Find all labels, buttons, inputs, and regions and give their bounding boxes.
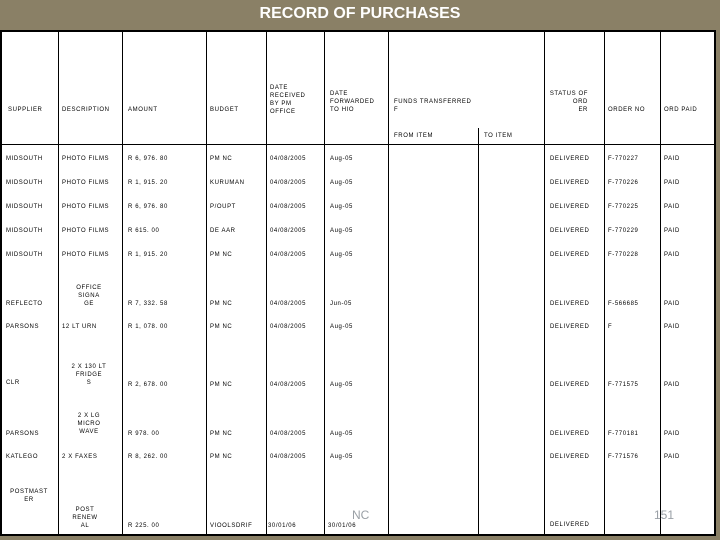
- col-divider: [324, 32, 325, 534]
- watermark-nc: NC: [352, 508, 370, 522]
- col-divider: [266, 32, 267, 534]
- cell-status: DELIVERED: [550, 252, 590, 258]
- cell-amount: R 615. 00: [128, 228, 160, 234]
- cell-order-no: F-770229: [608, 228, 639, 234]
- cell-budget: VIOOLSDRIF: [210, 523, 253, 529]
- cell-date-received: 04/08/2005: [270, 180, 307, 186]
- cell-supplier: MIDSOUTH: [6, 252, 43, 258]
- cell-date-received: 04/08/2005: [270, 252, 307, 258]
- cell-status: DELIVERED: [550, 156, 590, 162]
- cell-date-received: 04/08/2005: [270, 228, 307, 234]
- cell-date-forwarded: Aug-05: [330, 382, 353, 388]
- cell-status: DELIVERED: [550, 431, 590, 437]
- cell-order-no: F-771575: [608, 382, 639, 388]
- cell-status: DELIVERED: [550, 382, 590, 388]
- cell-order-no: F-771576: [608, 454, 639, 460]
- cell-order-no: F-770228: [608, 252, 639, 258]
- col-divider: [660, 32, 661, 534]
- cell-supplier: KATLEGO: [6, 454, 39, 460]
- cell-paid: PAID: [664, 301, 680, 307]
- cell-date-received: 04/08/2005: [270, 431, 307, 437]
- cell-amount: R 6, 976. 80: [128, 156, 168, 162]
- cell-supplier: MIDSOUTH: [6, 156, 43, 162]
- col-divider: [604, 32, 605, 534]
- cell-status: DELIVERED: [550, 324, 590, 330]
- purchases-table: [0, 30, 716, 536]
- cell-date-received: 04/08/2005: [270, 324, 307, 330]
- cell-paid: PAID: [664, 180, 680, 186]
- cell-budget: PM NC: [210, 252, 233, 258]
- page-title: RECORD OF PURCHASES: [259, 5, 461, 22]
- cell-budget: PM NC: [210, 454, 233, 460]
- watermark-page-number: 151: [654, 508, 675, 522]
- cell-amount: R 7, 332. 58: [128, 301, 168, 307]
- col-divider: [58, 32, 59, 534]
- cell-order-no: F-770227: [608, 156, 639, 162]
- cell-supplier: PARSONS: [6, 324, 40, 330]
- header-date-forwarded: DATE FORWARDED TO HIO: [330, 91, 375, 113]
- cell-description: PHOTO FILMS: [62, 204, 110, 210]
- cell-amount: R 2, 678. 00: [128, 382, 168, 388]
- cell-budget: PM NC: [210, 324, 233, 330]
- cell-amount: R 6, 976. 80: [128, 204, 168, 210]
- cell-date-forwarded: Aug-05: [330, 454, 353, 460]
- cell-description: 2 X FAXES: [62, 454, 98, 460]
- cell-description: OFFICE SIGNA GE: [76, 285, 102, 307]
- cell-budget: PM NC: [210, 156, 233, 162]
- header-supplier: SUPPLIER: [8, 107, 43, 113]
- cell-supplier: PARSONS: [6, 431, 40, 437]
- cell-paid: PAID: [664, 228, 680, 234]
- col-divider: [122, 32, 123, 534]
- header-to-item: TO ITEM: [484, 133, 513, 139]
- cell-status: DELIVERED: [550, 454, 590, 460]
- cell-paid: PAID: [664, 431, 680, 437]
- cell-description: 2 X 130 LT FRIDGE S: [71, 364, 107, 386]
- cell-paid: PAID: [664, 156, 680, 162]
- cell-status: DELIVERED: [550, 522, 590, 528]
- header-from-item: FROM ITEM: [394, 133, 434, 139]
- cell-amount: R 225. 00: [128, 523, 160, 529]
- cell-date-forwarded: Aug-05: [330, 204, 353, 210]
- cell-order-no: F-770225: [608, 204, 639, 210]
- col-divider: [478, 128, 479, 534]
- header-funds-transferred: FUNDS TRANSFERRED F: [394, 99, 472, 113]
- cell-status: DELIVERED: [550, 180, 590, 186]
- cell-description: 2 X LG MICRO WAVE: [77, 413, 101, 435]
- cell-supplier: CLR: [6, 380, 20, 386]
- cell-amount: R 8, 262. 00: [128, 454, 168, 460]
- cell-paid: PAID: [664, 204, 680, 210]
- cell-status: DELIVERED: [550, 204, 590, 210]
- cell-budget: DE AAR: [210, 228, 236, 234]
- cell-amount: R 1, 915. 20: [128, 180, 168, 186]
- cell-date-received: 04/08/2005: [270, 156, 307, 162]
- cell-date-forwarded: Aug-05: [330, 180, 353, 186]
- col-divider: [206, 32, 207, 534]
- cell-date-forwarded: Aug-05: [330, 156, 353, 162]
- cell-status: DELIVERED: [550, 228, 590, 234]
- cell-paid: PAID: [664, 252, 680, 258]
- cell-supplier: MIDSOUTH: [6, 180, 43, 186]
- cell-supplier: MIDSOUTH: [6, 204, 43, 210]
- header-divider: [2, 144, 714, 145]
- cell-description: PHOTO FILMS: [62, 156, 110, 162]
- cell-description: PHOTO FILMS: [62, 180, 110, 186]
- cell-amount: R 978. 00: [128, 431, 160, 437]
- cell-budget: P/OUPT: [210, 204, 236, 210]
- cell-date-received: 04/08/2005: [270, 204, 307, 210]
- header-description: DESCRIPTION: [62, 107, 110, 113]
- cell-budget: PM NC: [210, 382, 233, 388]
- cell-order-no: F-566685: [608, 301, 639, 307]
- cell-supplier: POSTMAST ER: [10, 489, 48, 503]
- cell-status: DELIVERED: [550, 301, 590, 307]
- cell-date-forwarded: Aug-05: [330, 431, 353, 437]
- header-ord-paid: ORD PAID: [664, 107, 698, 113]
- cell-paid: PAID: [664, 382, 680, 388]
- cell-budget: KURUMAN: [210, 180, 245, 186]
- cell-paid: PAID: [664, 324, 680, 330]
- cell-budget: PM NC: [210, 431, 233, 437]
- cell-supplier: MIDSOUTH: [6, 228, 43, 234]
- header-order-no: ORDER NO: [608, 107, 646, 113]
- header-date-received: DATE RECEIVED BY PM OFFICE: [270, 85, 306, 115]
- cell-order-no: F: [608, 324, 613, 330]
- cell-supplier: REFLECTO: [6, 301, 43, 307]
- col-divider: [388, 32, 389, 534]
- cell-order-no: F-770181: [608, 431, 639, 437]
- cell-date-forwarded: Aug-05: [330, 228, 353, 234]
- cell-date-forwarded: Aug-05: [330, 252, 353, 258]
- cell-amount: R 1, 915. 20: [128, 252, 168, 258]
- cell-budget: PM NC: [210, 301, 233, 307]
- cell-date-received: 30/01/06: [268, 523, 297, 529]
- header-status: STATUS OF ORD ER: [549, 91, 588, 113]
- header-amount: AMOUNT: [128, 107, 158, 113]
- cell-date-received: 04/08/2005: [270, 382, 307, 388]
- cell-description: PHOTO FILMS: [62, 228, 110, 234]
- cell-date-received: 04/08/2005: [270, 454, 307, 460]
- cell-date-forwarded: Jun-05: [330, 301, 352, 307]
- cell-description: 12 LT URN: [62, 324, 97, 330]
- header-budget: BUDGET: [210, 107, 239, 113]
- cell-description: POST RENEW AL: [72, 507, 98, 529]
- cell-paid: PAID: [664, 454, 680, 460]
- cell-date-received: 04/08/2005: [270, 301, 307, 307]
- cell-order-no: F-770226: [608, 180, 639, 186]
- cell-description: PHOTO FILMS: [62, 252, 110, 258]
- cell-date-forwarded: Aug-05: [330, 324, 353, 330]
- cell-amount: R 1, 078. 00: [128, 324, 168, 330]
- cell-date-forwarded: 30/01/06: [328, 523, 357, 529]
